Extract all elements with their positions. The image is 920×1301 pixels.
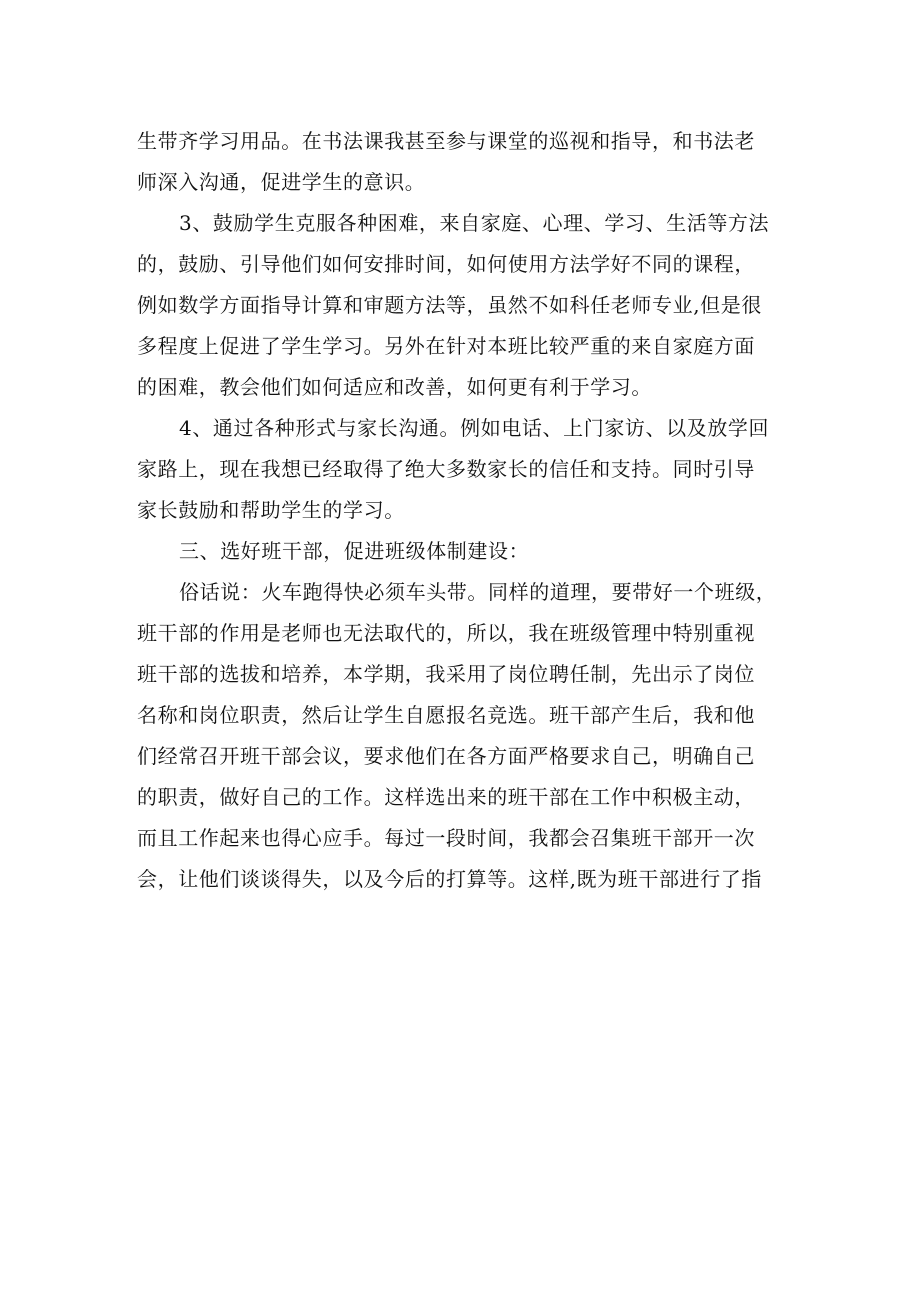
document-body [137, 121, 797, 900]
text-line: 4、通过各种形式与家长沟通。例如电话、上门家访、以及放学回 [179, 416, 770, 440]
text-line: 多程度上促进了学生学习。另外在针对本班比较严重的来自家庭方面 [137, 334, 755, 358]
text-line: 班干部的选拔和培养，本学期，我采用了岗位聘任制，先出示了岗位 [137, 662, 755, 686]
text-line: 俗话说：火车跑得快必须车头带。同样的道理，要带好一个班级， [179, 580, 777, 604]
text-line: 的，鼓励、引导他们如何安排时间，如何使用方法学好不同的课程， [137, 252, 755, 276]
text-line: 们经常召开班干部会议，要求他们在各方面严格要求自己，明确自己 [137, 744, 755, 768]
heading-line: 三、选好班干部，促进班级体制建设： [179, 539, 530, 563]
paragraph-item-4 [137, 408, 797, 531]
text-line: 3、鼓励学生克服各种困难，来自家庭、心理、学习、生活等方法 [179, 211, 770, 235]
text-line: 生带齐学习用品。在书法课我甚至参与课堂的巡视和指导，和书法老 [137, 129, 755, 153]
text-line: 家长鼓励和帮助学生的学习。 [137, 498, 405, 522]
text-line: 名称和岗位职责，然后让学生自愿报名竞选。班干部产生后，我和他 [137, 703, 755, 727]
text-line: 的职责，做好自己的工作。这样选出来的班干部在工作中积极主动， [137, 785, 755, 809]
paragraph-item-3 [137, 203, 797, 408]
text-line: 会，让他们谈谈得失，以及今后的打算等。这样,既为班干部进行了指 [137, 867, 762, 891]
text-line: 的困难，教会他们如何适应和改善，如何更有利于学习。 [137, 375, 652, 399]
text-line: 例如数学方面指导计算和审题方法等，虽然不如科任老师专业,但是很 [137, 293, 762, 317]
text-line: 而且工作起来也得心应手。每过一段时间，我都会召集班干部开一次 [137, 826, 755, 850]
paragraph-continuation [137, 121, 797, 203]
text-line: 家路上，现在我想已经取得了绝大多数家长的信任和支持。同时引导 [137, 457, 755, 481]
paragraph-class-cadre [137, 572, 797, 900]
text-line: 师深入沟通，促进学生的意识。 [137, 170, 426, 194]
text-line: 班干部的作用是老师也无法取代的，所以，我在班级管理中特别重视 [137, 621, 755, 645]
section-heading [137, 531, 797, 572]
